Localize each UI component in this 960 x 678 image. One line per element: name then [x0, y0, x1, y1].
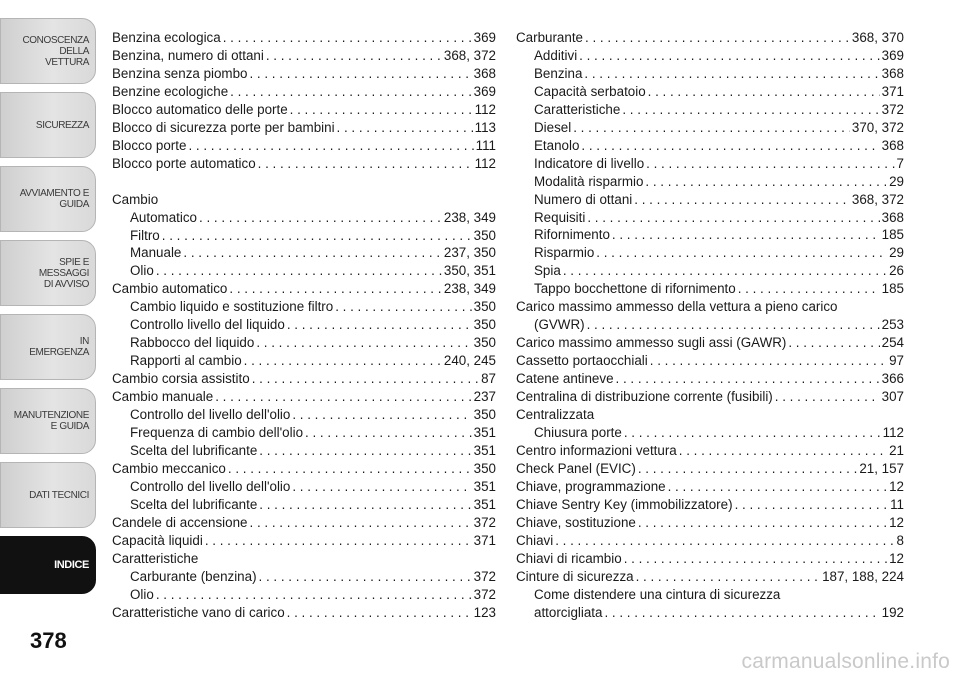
dot-leader — [256, 334, 471, 352]
entry-page-ref[interactable]: 350 — [473, 317, 496, 333]
entry-term: Capacità serbatoio — [534, 83, 646, 99]
dot-leader — [616, 370, 880, 388]
dot-leader — [215, 388, 471, 406]
entry-term: Blocco porte automatico — [112, 155, 256, 171]
entry-term: Numero di ottani — [534, 191, 633, 207]
index-entry — [516, 226, 904, 244]
chapter-tab-avviamento-e-guida[interactable] — [0, 166, 96, 232]
index-entry — [112, 352, 496, 370]
entry-term: Chiave, sostituzione — [516, 514, 636, 530]
entry-term: (GVWR) — [534, 317, 585, 333]
entry-term: Frequenza di cambio dell'olio — [130, 425, 304, 441]
index-entry — [516, 137, 904, 155]
index-entry — [112, 460, 496, 478]
index-entry — [516, 29, 904, 47]
entry-term: Benzina ecologica — [112, 30, 221, 45]
entry-page-ref[interactable]: 97 — [889, 353, 904, 369]
chapter-tab-label: MANUTENZIONE E GUIDA — [13, 410, 89, 432]
dot-leader — [679, 442, 887, 460]
chapter-tab-conoscenza-della-vettura[interactable] — [0, 18, 96, 84]
entry-term: Cambio automatico — [112, 281, 228, 297]
entry-page-ref[interactable]: 351 — [473, 496, 496, 512]
dot-leader — [259, 568, 472, 586]
dot-leader — [228, 460, 472, 478]
entry-term: Blocco automatico delle porte — [112, 101, 288, 117]
dot-leader — [183, 244, 442, 262]
entry-term: Olio — [130, 263, 154, 279]
index-entry — [516, 47, 904, 65]
dot-leader — [244, 352, 442, 370]
dot-leader — [229, 280, 442, 298]
dot-leader — [250, 514, 472, 532]
dot-leader — [645, 173, 887, 191]
dot-leader — [612, 226, 880, 244]
index-entry — [112, 244, 496, 262]
entry-term: Requisiti — [534, 209, 586, 225]
index-entry — [112, 155, 496, 173]
dot-leader — [223, 29, 472, 47]
entry-term: Chiavi di ricambio — [516, 550, 622, 566]
entry-page-ref[interactable]: 185 — [881, 227, 904, 243]
entry-page-ref[interactable]: 350 — [473, 227, 496, 243]
index-entry — [112, 101, 496, 119]
entry-page-ref[interactable]: 237 — [473, 389, 496, 405]
entry-page-ref[interactable]: 7 — [896, 155, 904, 171]
entry-term: Benzina, numero di ottani — [112, 47, 264, 63]
chapter-tab-in-emergenza[interactable] — [0, 314, 96, 380]
entry-term: Caratteristiche — [534, 101, 621, 117]
chapter-tab-sicurezza[interactable] — [0, 92, 96, 158]
dot-leader — [775, 388, 880, 406]
index-entry — [516, 604, 904, 622]
dot-leader — [555, 532, 894, 550]
entry-term: Olio — [130, 586, 154, 602]
entry-page-ref[interactable]: 369 — [473, 83, 496, 99]
entry-term: Cambio corsia assistito — [112, 371, 250, 387]
entry-page-ref[interactable]: 350 — [473, 460, 496, 476]
index-entry — [112, 388, 496, 406]
entry-page-ref[interactable]: 368, 370 — [851, 30, 904, 45]
entry-page-ref[interactable]: 371 — [473, 532, 496, 548]
index-entry — [112, 478, 496, 496]
entry-page-ref[interactable]: 372 — [473, 568, 496, 584]
dot-leader — [581, 137, 879, 155]
index-entry — [112, 334, 496, 352]
index-entry — [112, 280, 496, 298]
entry-term: Spia — [534, 263, 561, 279]
index-entry — [516, 406, 904, 424]
entry-page-ref[interactable]: 21 — [889, 442, 904, 458]
entry-page-ref[interactable]: 371 — [881, 83, 904, 99]
index-entry — [112, 262, 496, 280]
index-entry — [516, 298, 904, 316]
entry-term: Chiusura porte — [534, 424, 622, 440]
index-entry — [516, 65, 904, 83]
index-entry — [516, 101, 904, 119]
entry-page-ref[interactable]: 112 — [474, 155, 496, 171]
index-entry — [112, 424, 496, 442]
entry-term: Benzina — [534, 65, 583, 81]
dot-leader — [259, 496, 471, 514]
dot-leader — [646, 155, 894, 173]
index-entry — [112, 568, 496, 586]
entry-page-ref[interactable]: 12 — [889, 478, 904, 494]
entry-term: Cambio manuale — [112, 389, 214, 405]
index-entry — [516, 155, 904, 173]
entry-page-ref[interactable]: 372 — [881, 101, 904, 117]
chapter-tab-dati-tecnici[interactable] — [0, 462, 96, 528]
dot-leader — [735, 496, 889, 514]
entry-term: Controllo del livello dell'olio — [130, 407, 291, 423]
dot-leader — [252, 370, 479, 388]
entry-term: Carburante — [516, 30, 583, 45]
entry-page-ref[interactable]: 254 — [881, 335, 904, 351]
index-entry — [516, 280, 904, 298]
index-entry — [112, 227, 496, 245]
index-entry — [516, 532, 904, 550]
entry-page-ref[interactable]: 368 — [881, 137, 904, 153]
index-entry — [516, 209, 904, 227]
dot-leader — [579, 47, 879, 65]
index-column-left — [112, 29, 496, 622]
dot-leader — [162, 227, 472, 245]
index-entry — [516, 244, 904, 262]
dot-leader — [584, 65, 879, 83]
entry-page-ref[interactable]: 192 — [881, 604, 904, 620]
index-entry — [112, 47, 496, 65]
entry-page-ref[interactable]: 350, 351 — [443, 263, 496, 279]
index-entry — [516, 352, 904, 370]
entry-term: Diesel — [534, 119, 572, 135]
index-entry — [112, 406, 496, 424]
index-entry — [516, 550, 904, 568]
entry-term: Manuale — [130, 245, 182, 261]
entry-term: Carico massimo ammesso sugli assi (GAWR) — [516, 335, 787, 351]
entry-term: Capacità liquidi — [112, 532, 203, 548]
dot-leader — [188, 137, 473, 155]
dot-leader — [305, 424, 472, 442]
dot-leader — [156, 586, 472, 604]
entry-term: Controllo livello del liquido — [130, 317, 285, 333]
entry-page-ref[interactable]: 307 — [881, 389, 904, 405]
entry-page-ref[interactable]: 351 — [473, 442, 496, 458]
entry-term: Etanolo — [534, 137, 580, 153]
entry-page-ref[interactable]: 350 — [473, 335, 496, 351]
entry-page-ref[interactable]: 368, 372 — [851, 191, 904, 207]
entry-term: Come distendere una cintura di sicurezza — [534, 586, 781, 602]
entry-term: Chiavi — [516, 532, 554, 548]
entry-term: Filtro — [130, 227, 160, 243]
index-entry — [112, 550, 496, 568]
index-entry — [112, 316, 496, 334]
entry-term: Cassetto portaocchiali — [516, 353, 648, 369]
dot-leader — [230, 83, 472, 101]
dot-leader — [587, 209, 879, 227]
dot-leader — [668, 478, 887, 496]
dot-leader — [624, 550, 887, 568]
dot-leader — [638, 514, 887, 532]
entry-page-ref[interactable]: 238, 349 — [443, 209, 496, 225]
dot-leader — [266, 47, 442, 65]
index-entry — [516, 388, 904, 406]
chapter-tab-label: SPIE E MESSAGGI DI AVVISO — [38, 256, 89, 290]
index-entry — [516, 119, 904, 137]
index-entry — [516, 173, 904, 191]
entry-term: Carburante (benzina) — [130, 568, 257, 584]
index-entry — [112, 209, 496, 227]
chapter-tabs — [0, 18, 100, 602]
dot-leader — [287, 604, 472, 622]
entry-term: Cambio — [112, 191, 159, 207]
entry-term: Rapporti al cambio — [130, 353, 242, 369]
entry-term: Benzine ecologiche — [112, 83, 229, 99]
chapter-tab-indice[interactable] — [0, 536, 96, 594]
entry-term: Rifornimento — [534, 227, 610, 243]
entry-page-ref[interactable]: 370, 372 — [851, 119, 904, 135]
watermark: carmanualsonline.info — [741, 650, 950, 673]
chapter-tab-label: IN EMERGENZA — [29, 336, 89, 358]
entry-page-ref[interactable]: 372 — [473, 514, 496, 530]
entry-page-ref[interactable]: 368 — [881, 209, 904, 225]
chapter-tab-label: AVVIAMENTO E GUIDA — [19, 188, 89, 210]
index-entry — [112, 532, 496, 550]
entry-page-ref[interactable]: 111 — [475, 137, 496, 153]
entry-page-ref[interactable]: 11 — [890, 496, 904, 512]
dot-leader — [573, 119, 850, 137]
entry-page-ref[interactable]: 350 — [473, 299, 496, 315]
entry-page-ref[interactable]: 26 — [889, 263, 904, 279]
entry-page-ref[interactable]: 12 — [889, 550, 904, 566]
entry-term: Centro informazioni vettura — [516, 442, 677, 458]
entry-term: Cambio meccanico — [112, 460, 226, 476]
dot-leader — [587, 316, 880, 334]
index-entry — [516, 424, 904, 442]
index-entry — [516, 514, 904, 532]
dot-leader — [290, 101, 473, 119]
dot-leader — [156, 262, 442, 280]
entry-term: Benzina senza piombo — [112, 65, 248, 81]
entry-term: Tappo bocchettone di rifornimento — [534, 281, 736, 297]
dot-leader — [638, 460, 857, 478]
index-entry — [112, 83, 496, 101]
dot-leader — [199, 209, 442, 227]
entry-page-ref[interactable]: 237, 350 — [443, 245, 496, 261]
dot-leader — [292, 478, 471, 496]
entry-term: Additivi — [534, 47, 578, 63]
chapter-tab-label: INDICE — [54, 558, 89, 571]
index-entry — [112, 65, 496, 83]
entry-term: Modalità risparmio — [534, 173, 644, 189]
entry-term: Risparmio — [534, 245, 595, 261]
dot-leader — [249, 65, 471, 83]
entry-term: Scelta del lubrificante — [130, 496, 258, 512]
index-entry — [516, 568, 904, 586]
dot-leader — [648, 83, 880, 101]
dot-leader — [788, 334, 879, 352]
index-entry — [516, 334, 904, 352]
entry-page-ref[interactable]: 112 — [882, 424, 904, 440]
entry-page-ref[interactable]: 8 — [896, 532, 904, 548]
entry-page-ref[interactable]: 368, 372 — [443, 47, 496, 63]
entry-page-ref[interactable]: 350 — [473, 407, 496, 423]
index-entry — [112, 370, 496, 388]
dot-leader — [563, 262, 887, 280]
dot-leader — [585, 29, 850, 47]
index-entry — [516, 496, 904, 514]
entry-term: Cambio liquido e sostituzione filtro — [130, 299, 334, 315]
entry-page-ref[interactable]: 238, 349 — [443, 281, 496, 297]
index-entry — [516, 191, 904, 209]
index-entry — [516, 262, 904, 280]
page-number: 378 — [30, 628, 67, 653]
entry-term: Indicatore di livello — [534, 155, 645, 171]
entry-term: Chiave Sentry Key (immobilizzatore) — [516, 496, 733, 512]
index-entry — [516, 460, 904, 478]
entry-page-ref[interactable]: 12 — [889, 514, 904, 530]
dot-leader — [596, 244, 887, 262]
entry-term: Rabbocco del liquido — [130, 335, 255, 351]
entry-term: Check Panel (EVIC) — [516, 460, 636, 476]
entry-term: Blocco porte — [112, 137, 187, 153]
index-column-right — [516, 29, 904, 621]
index-entry — [112, 442, 496, 460]
index-entry — [112, 191, 496, 209]
entry-term: attorcigliata — [534, 604, 603, 620]
chapter-tab-manutenzione-e-guida[interactable] — [0, 388, 96, 454]
chapter-tab-label: CONOSCENZA DELLA VETTURA — [22, 34, 89, 68]
entry-term: Centralizzata — [516, 407, 595, 423]
entry-page-ref[interactable]: 187, 188, 224 — [822, 568, 904, 584]
entry-page-ref[interactable]: 29 — [889, 245, 904, 261]
index-entry — [112, 298, 496, 316]
index-entry — [112, 119, 496, 137]
chapter-tab-spie-e-messaggi-di-avviso[interactable] — [0, 240, 96, 306]
entry-page-ref[interactable]: 185 — [881, 281, 904, 297]
entry-term: Automatico — [130, 209, 197, 225]
entry-page-ref[interactable]: 253 — [881, 317, 904, 333]
entry-page-ref[interactable]: 240, 245 — [443, 353, 496, 369]
index-entry — [112, 604, 496, 622]
entry-page-ref[interactable]: 366 — [881, 371, 904, 387]
dot-leader — [292, 406, 471, 424]
index-entry — [112, 496, 496, 514]
dot-leader — [738, 280, 880, 298]
entry-term: Chiave, programmazione — [516, 478, 666, 494]
index-entry — [112, 29, 496, 47]
entry-term: Caratteristiche vano di carico — [112, 604, 285, 620]
entry-page-ref[interactable]: 351 — [473, 425, 496, 441]
entry-page-ref[interactable]: 21, 157 — [859, 460, 904, 476]
index-entry — [112, 137, 496, 155]
chapter-tab-label: DATI TECNICI — [29, 489, 89, 501]
dot-leader — [634, 191, 850, 209]
index-entry — [516, 316, 904, 334]
index-entry — [516, 370, 904, 388]
index-entry — [516, 586, 904, 604]
dot-leader — [650, 352, 887, 370]
dot-leader — [624, 424, 881, 442]
entry-page-ref[interactable]: 368 — [473, 65, 496, 81]
entry-term: Controllo del livello dell'olio — [130, 478, 291, 494]
dot-leader — [258, 155, 473, 173]
entry-term: Centralina di distribuzione corrente (fusibili) — [516, 389, 773, 405]
dot-leader — [337, 119, 473, 137]
dot-leader — [205, 532, 472, 550]
dot-leader — [636, 568, 820, 586]
index-entry — [112, 586, 496, 604]
entry-page-ref[interactable]: 113 — [474, 119, 496, 135]
index-entry — [112, 514, 496, 532]
index-entry — [516, 478, 904, 496]
dot-leader — [335, 298, 471, 316]
entry-page-ref[interactable]: 368 — [881, 65, 904, 81]
dot-leader — [259, 442, 471, 460]
index-entry — [516, 442, 904, 460]
entry-page-ref[interactable]: 351 — [473, 478, 496, 494]
dot-leader — [622, 101, 879, 119]
entry-term: Candele di accensione — [112, 514, 248, 530]
index-entry — [516, 83, 904, 101]
entry-page-ref[interactable]: 87 — [481, 371, 496, 387]
dot-leader — [604, 604, 879, 622]
entry-page-ref[interactable]: 112 — [474, 101, 496, 117]
chapter-tab-label: SICUREZZA — [35, 119, 89, 131]
entry-page-ref[interactable]: 369 — [881, 47, 904, 63]
entry-page-ref[interactable]: 372 — [473, 586, 496, 602]
entry-page-ref[interactable]: 369 — [473, 30, 496, 45]
entry-term: Scelta del lubrificante — [130, 442, 258, 458]
entry-term: Caratteristiche — [112, 550, 199, 566]
entry-page-ref[interactable]: 29 — [889, 173, 904, 189]
entry-term: Blocco di sicurezza porte per bambini — [112, 119, 335, 135]
entry-page-ref[interactable]: 123 — [473, 604, 496, 620]
entry-term: Catene antineve — [516, 371, 614, 387]
entry-term: Carico massimo ammesso della vettura a pieno carico — [516, 299, 838, 315]
entry-term: Cinture di sicurezza — [516, 568, 634, 584]
dot-leader — [287, 316, 472, 334]
